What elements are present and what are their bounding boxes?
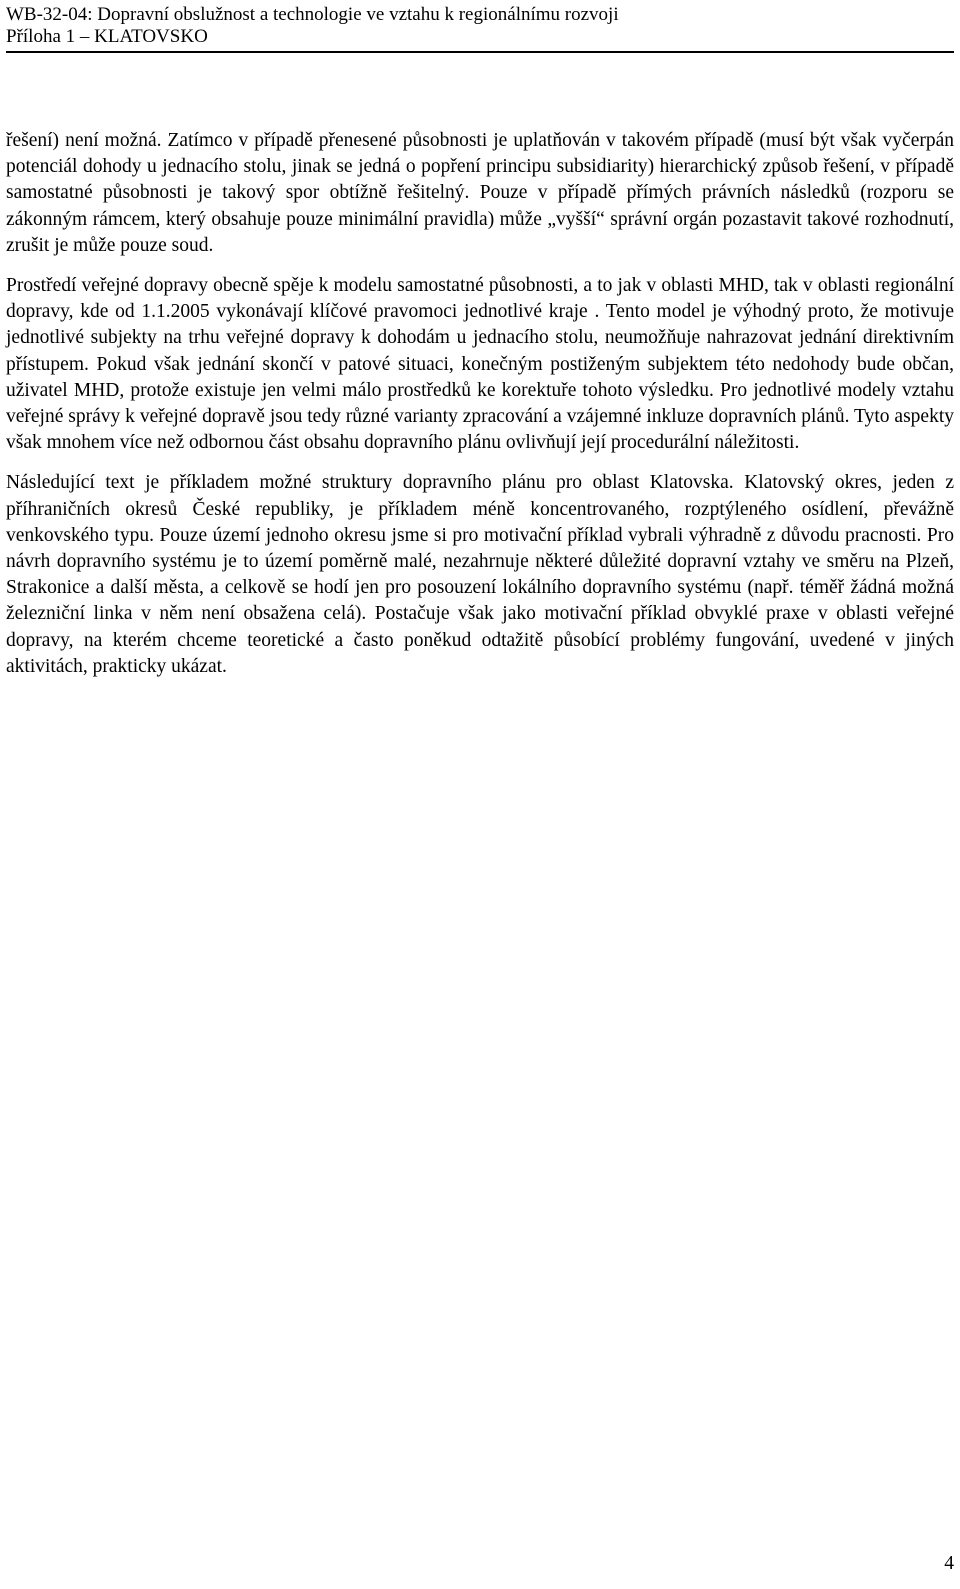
page-header [6, 4, 954, 53]
page-number: 4 [944, 1553, 954, 1574]
body-text [6, 128, 954, 694]
header-title: WB-32-04: Dopravní obslužnost a technologie ve vztahu k regionálnímu rozvoji [6, 4, 619, 25]
paragraph-1: řešení) není možná. Zatímco v případě přenesené působnosti je uplatňován v takovém případě (musí být však vyčerpán potenciál dohody u jednacího stolu, jinak se jedná o popření principu subsidiarity) hierarchický způsob řešení, v případě samostatné působnosti je takový spor obtížně řešitelný. Pouze v případě přímých právních následků (rozporu se zákonným rámcem, který obsahuje pouze minimální pravidla) může „vyšší“ správní orgán pozastavit takové rozhodnutí, zrušit je může pouze soud. [6, 130, 954, 256]
paragraph-2: Prostředí veřejné dopravy obecně spěje k modelu samostatné působnosti, a to jak v oblasti MHD, tak v oblasti regionální dopravy, kde od 1.1.2005 vykonávají klíčové pravomoci jednotlivé kraje . Tento model je výhodný proto, že motivuje jednotlivé subjekty na trhu veřejné dopravy k dohodám u jednacího stolu, neumožňuje nahrazovat jednání direktivním přístupem. Pokud však jednání skončí v patové situaci, konečným postiženým subjektem této nedohody bude občan, uživatel MHD, protože existuje jen velmi málo prostředků ke korektuře tohoto výsledku. Pro jednotlivé modely vztahu veřejné správy k veřejné dopravě jsou tedy různé varianty zpracování a vzájemné inkluze dopravních plánů. Tyto aspekty však mnohem více než odbornou část obsahu dopravního plánu ovlivňují její procedurální náležitosti. [6, 275, 954, 454]
header-subtitle: Příloha 1 – KLATOVSKO [6, 26, 208, 47]
paragraph-3: Následující text je příkladem možné struktury dopravního plánu pro oblast Klatovska. Klatovský okres, jeden z příhraničních okresů České republiky, je příkladem méně koncentrovaného, rozptýleného osídlení, převážně venkovského typu. Pouze území jednoho okresu jsme si pro motivační příklad vybrali výhradně z důvodu pracnosti. Pro návrh dopravního systému je to území poměrně malé, nezahrnuje některé důležité dopravní vztahy ve směru na Plzeň, Strakonice a další města, a celkově se hodí jen pro posouzení lokálního dopravního systému (např. téměř žádná možná železniční linka v něm není obsažena celá). Postačuje však jako motivační příklad obvyklé praxe v oblasti veřejné dopravy, na kterém chceme teoretické a často poněkud odtažitě působící problémy fungování, uvedené v jiných aktivitách, prakticky ukázat. [6, 472, 954, 677]
